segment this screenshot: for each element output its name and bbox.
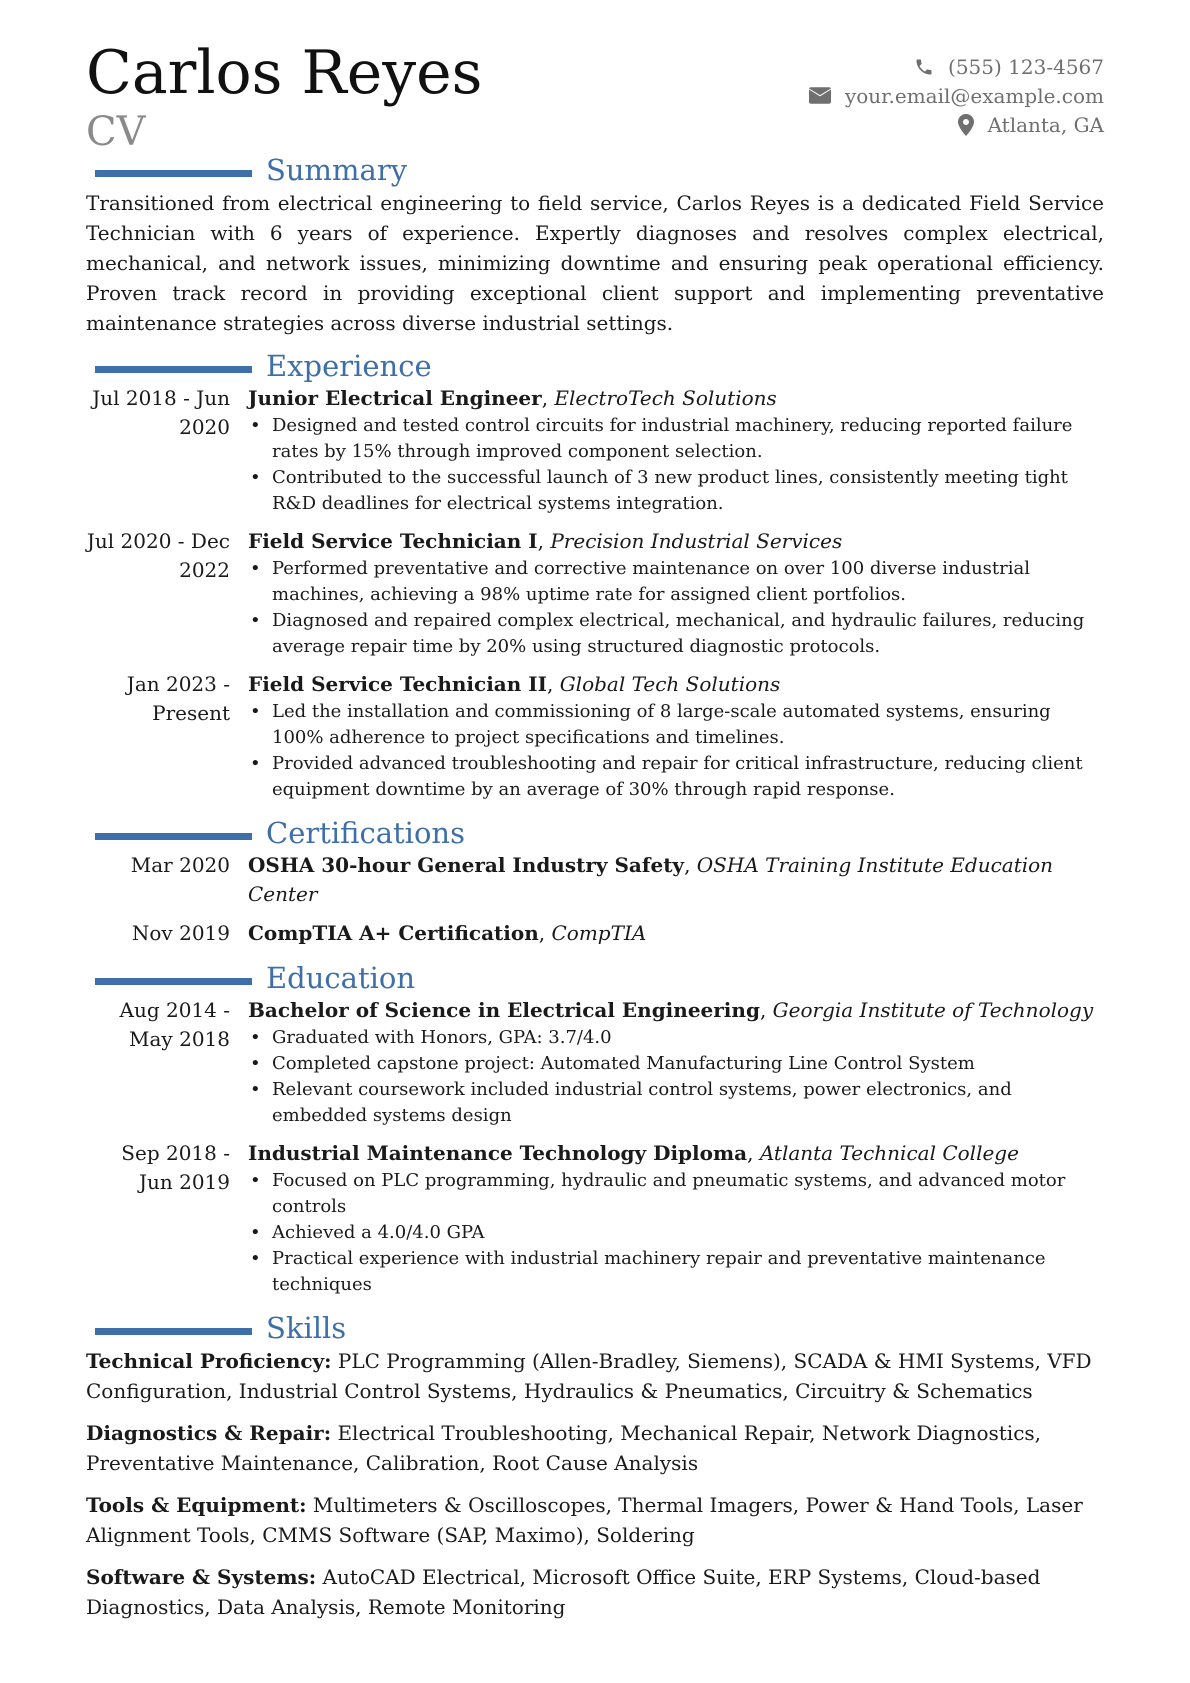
skill-group bbox=[86, 1490, 1104, 1550]
bullet-item: • Completed capstone project: Automated Manufacturing Line Control System bbox=[272, 1051, 1104, 1077]
email-link[interactable]: your.email@example.com bbox=[844, 83, 1104, 108]
bullet-item: • Diagnosed and repaired complex electrical, mechanical, and hydraulic failures, reducing average repair time by 20% using structured diagnostic protocols. bbox=[272, 608, 1104, 660]
bullet-item: • Contributed to the successful launch of 3 new product lines, consistently meeting tight R&D deadlines for electrical systems integration. bbox=[272, 465, 1104, 517]
entry-org: ElectroTech Solutions bbox=[554, 386, 777, 410]
section-title: Education bbox=[266, 961, 416, 995]
location-text: Atlanta, GA bbox=[987, 112, 1104, 137]
bullet-item: • Achieved a 4.0/4.0 GPA bbox=[272, 1220, 1104, 1246]
bullet-list bbox=[248, 1168, 1104, 1298]
bullet-item: • Graduated with Honors, GPA: 3.7/4.0 bbox=[272, 1025, 1104, 1051]
entry-date: Nov 2019 bbox=[131, 921, 230, 945]
phone-text: (555) 123-4567 bbox=[948, 54, 1104, 79]
bullet-item: • Relevant coursework included industrial control systems, power electronics, and embedded systems design bbox=[272, 1077, 1104, 1129]
experience-entry bbox=[86, 384, 1104, 517]
entry-role: Industrial Maintenance Technology Diploma bbox=[248, 1141, 748, 1165]
map-pin-icon bbox=[958, 114, 974, 136]
bullet-item: • Led the installation and commissioning of 8 large-scale automated systems, ensuring 100% adherence to project specifications and timelines. bbox=[272, 699, 1104, 751]
skill-text: AutoCAD Electrical, Microsoft Office Suite, ERP Systems, Cloud-based Diagnostics, Data Analysis, Remote Monitoring bbox=[86, 1565, 1041, 1619]
section-bar bbox=[95, 170, 252, 177]
section-experience-header bbox=[86, 346, 1104, 384]
bullet-item: • Practical experience with industrial machinery repair and preventative maintenance techniques bbox=[272, 1246, 1104, 1298]
education-entry bbox=[86, 1139, 1104, 1298]
entry-title: Bachelor of Science in Electrical Engineering, Georgia Institute of Technology bbox=[248, 998, 1094, 1022]
entry-title: Field Service Technician I, Precision Industrial Services bbox=[248, 529, 843, 553]
skill-label: Technical Proficiency: bbox=[86, 1349, 332, 1373]
entry-body bbox=[248, 384, 1104, 517]
entry-role: Junior Electrical Engineer bbox=[248, 386, 542, 410]
section-summary-header bbox=[86, 150, 1104, 188]
education-list bbox=[86, 996, 1104, 1298]
entry-org: OSHA Training Institute Education Center bbox=[248, 853, 1054, 906]
skill-text: Multimeters & Oscilloscopes, Thermal Imagers, Power & Hand Tools, Laser Alignment Tools, CMMS Software (SAP, Maximo), Soldering bbox=[86, 1493, 1083, 1547]
section-bar bbox=[95, 366, 252, 373]
bullet-item: • Performed preventative and corrective maintenance on over 100 diverse industrial machines, achieving a 98% uptime rate for assigned client portfolios. bbox=[272, 556, 1104, 608]
section-bar bbox=[95, 978, 252, 985]
entry-date: Sep 2018 - Jun 2019 bbox=[121, 1141, 230, 1194]
section-title: Experience bbox=[266, 349, 432, 383]
skill-group bbox=[86, 1418, 1104, 1478]
section-skills-header bbox=[86, 1308, 1104, 1346]
bullet-list bbox=[248, 1025, 1104, 1129]
section-bar bbox=[95, 833, 252, 840]
entry-org: Global Tech Solutions bbox=[559, 672, 781, 696]
section-bar bbox=[95, 1328, 252, 1335]
education-entry bbox=[86, 996, 1104, 1129]
section-title: Certifications bbox=[266, 816, 465, 850]
entry-title: Junior Electrical Engineer, ElectroTech Solutions bbox=[248, 386, 777, 410]
section-title: Skills bbox=[266, 1311, 347, 1345]
entry-role: Bachelor of Science in Electrical Engineering bbox=[248, 998, 760, 1022]
contact-location bbox=[809, 110, 1104, 139]
document-subtitle: CV bbox=[86, 109, 146, 155]
entry-date: Jan 2023 - Present bbox=[126, 672, 230, 725]
entry-title: OSHA 30-hour General Industry Safety, OSHA Training Institute Education Center bbox=[248, 853, 1054, 906]
skill-group bbox=[86, 1562, 1104, 1622]
entry-org: Precision Industrial Services bbox=[550, 529, 843, 553]
contact-block bbox=[809, 52, 1104, 139]
contact-phone bbox=[809, 52, 1104, 81]
skill-text: PLC Programming (Allen-Bradley, Siemens), SCADA & HMI Systems, VFD Configuration, Industrial Control Systems, Hydraulics & Pneumatics, Circuitry & Schematics bbox=[86, 1349, 1092, 1403]
entry-date: Jul 2018 - Jun 2020 bbox=[92, 386, 230, 439]
header bbox=[86, 0, 1104, 155]
certifications-list bbox=[86, 851, 1104, 948]
entry-org: Georgia Institute of Technology bbox=[772, 998, 1094, 1022]
summary-text: Transitioned from electrical engineering to field service, Carlos Reyes is a dedicated Field Service Technician with 6 years of experience. Expertly diagnoses and resolves complex electrical, mechanical, and network issues, minimizing downtime and ensuring peak operational efficiency. Proven track record in providing exceptional client support and implementing preventative maintenance strategies across diverse industrial settings. bbox=[86, 191, 1104, 335]
bullet-item: • Focused on PLC programming, hydraulic and pneumatic systems, and advanced motor controls bbox=[272, 1168, 1104, 1220]
skills-list bbox=[86, 1346, 1104, 1622]
candidate-name: Carlos Reyes bbox=[86, 38, 483, 108]
entry-role: Field Service Technician II bbox=[248, 672, 547, 696]
bullet-list bbox=[248, 413, 1104, 517]
certification-entry bbox=[86, 919, 1104, 948]
entry-body bbox=[248, 851, 1104, 909]
section-title: Summary bbox=[266, 153, 408, 187]
entry-body bbox=[248, 919, 1104, 948]
envelope-icon bbox=[809, 87, 831, 104]
skill-label: Software & Systems: bbox=[86, 1565, 317, 1589]
skill-group bbox=[86, 1346, 1104, 1406]
entry-title: CompTIA A+ Certification, CompTIA bbox=[248, 921, 647, 945]
entry-title: Field Service Technician II, Global Tech Solutions bbox=[248, 672, 781, 696]
contact-email bbox=[809, 81, 1104, 110]
experience-list bbox=[86, 384, 1104, 803]
experience-entry bbox=[86, 670, 1104, 803]
bullet-list bbox=[248, 699, 1104, 803]
entry-date: Mar 2020 bbox=[130, 853, 230, 877]
entry-role: Field Service Technician I bbox=[248, 529, 538, 553]
entry-body bbox=[248, 996, 1104, 1129]
entry-body bbox=[248, 1139, 1104, 1298]
entry-body bbox=[248, 527, 1104, 660]
entry-date: Jul 2020 - Dec 2022 bbox=[86, 529, 230, 582]
skill-label: Diagnostics & Repair: bbox=[86, 1421, 332, 1445]
certification-entry bbox=[86, 851, 1104, 909]
section-certifications-header bbox=[86, 813, 1104, 851]
bullet-list bbox=[248, 556, 1104, 660]
entry-org: Atlanta Technical College bbox=[759, 1141, 1019, 1165]
entry-date: Aug 2014 - May 2018 bbox=[119, 998, 230, 1051]
entry-title: Industrial Maintenance Technology Diploma, Atlanta Technical College bbox=[248, 1141, 1019, 1165]
phone-icon bbox=[914, 57, 934, 77]
entry-role: CompTIA A+ Certification bbox=[248, 921, 539, 945]
section-education-header bbox=[86, 958, 1104, 996]
skill-label: Tools & Equipment: bbox=[86, 1493, 307, 1517]
entry-role: OSHA 30-hour General Industry Safety bbox=[248, 853, 685, 877]
skill-text: Electrical Troubleshooting, Mechanical Repair, Network Diagnostics, Preventative Maintenance, Calibration, Root Cause Analysis bbox=[86, 1421, 1042, 1475]
bullet-item: • Designed and tested control circuits for industrial machinery, reducing reported failure rates by 15% through improved component selection. bbox=[272, 413, 1104, 465]
bullet-item: • Provided advanced troubleshooting and repair for critical infrastructure, reducing client equipment downtime by an average of 30% through rapid response. bbox=[272, 751, 1104, 803]
entry-org: CompTIA bbox=[551, 921, 647, 945]
experience-entry bbox=[86, 527, 1104, 660]
entry-body bbox=[248, 670, 1104, 803]
